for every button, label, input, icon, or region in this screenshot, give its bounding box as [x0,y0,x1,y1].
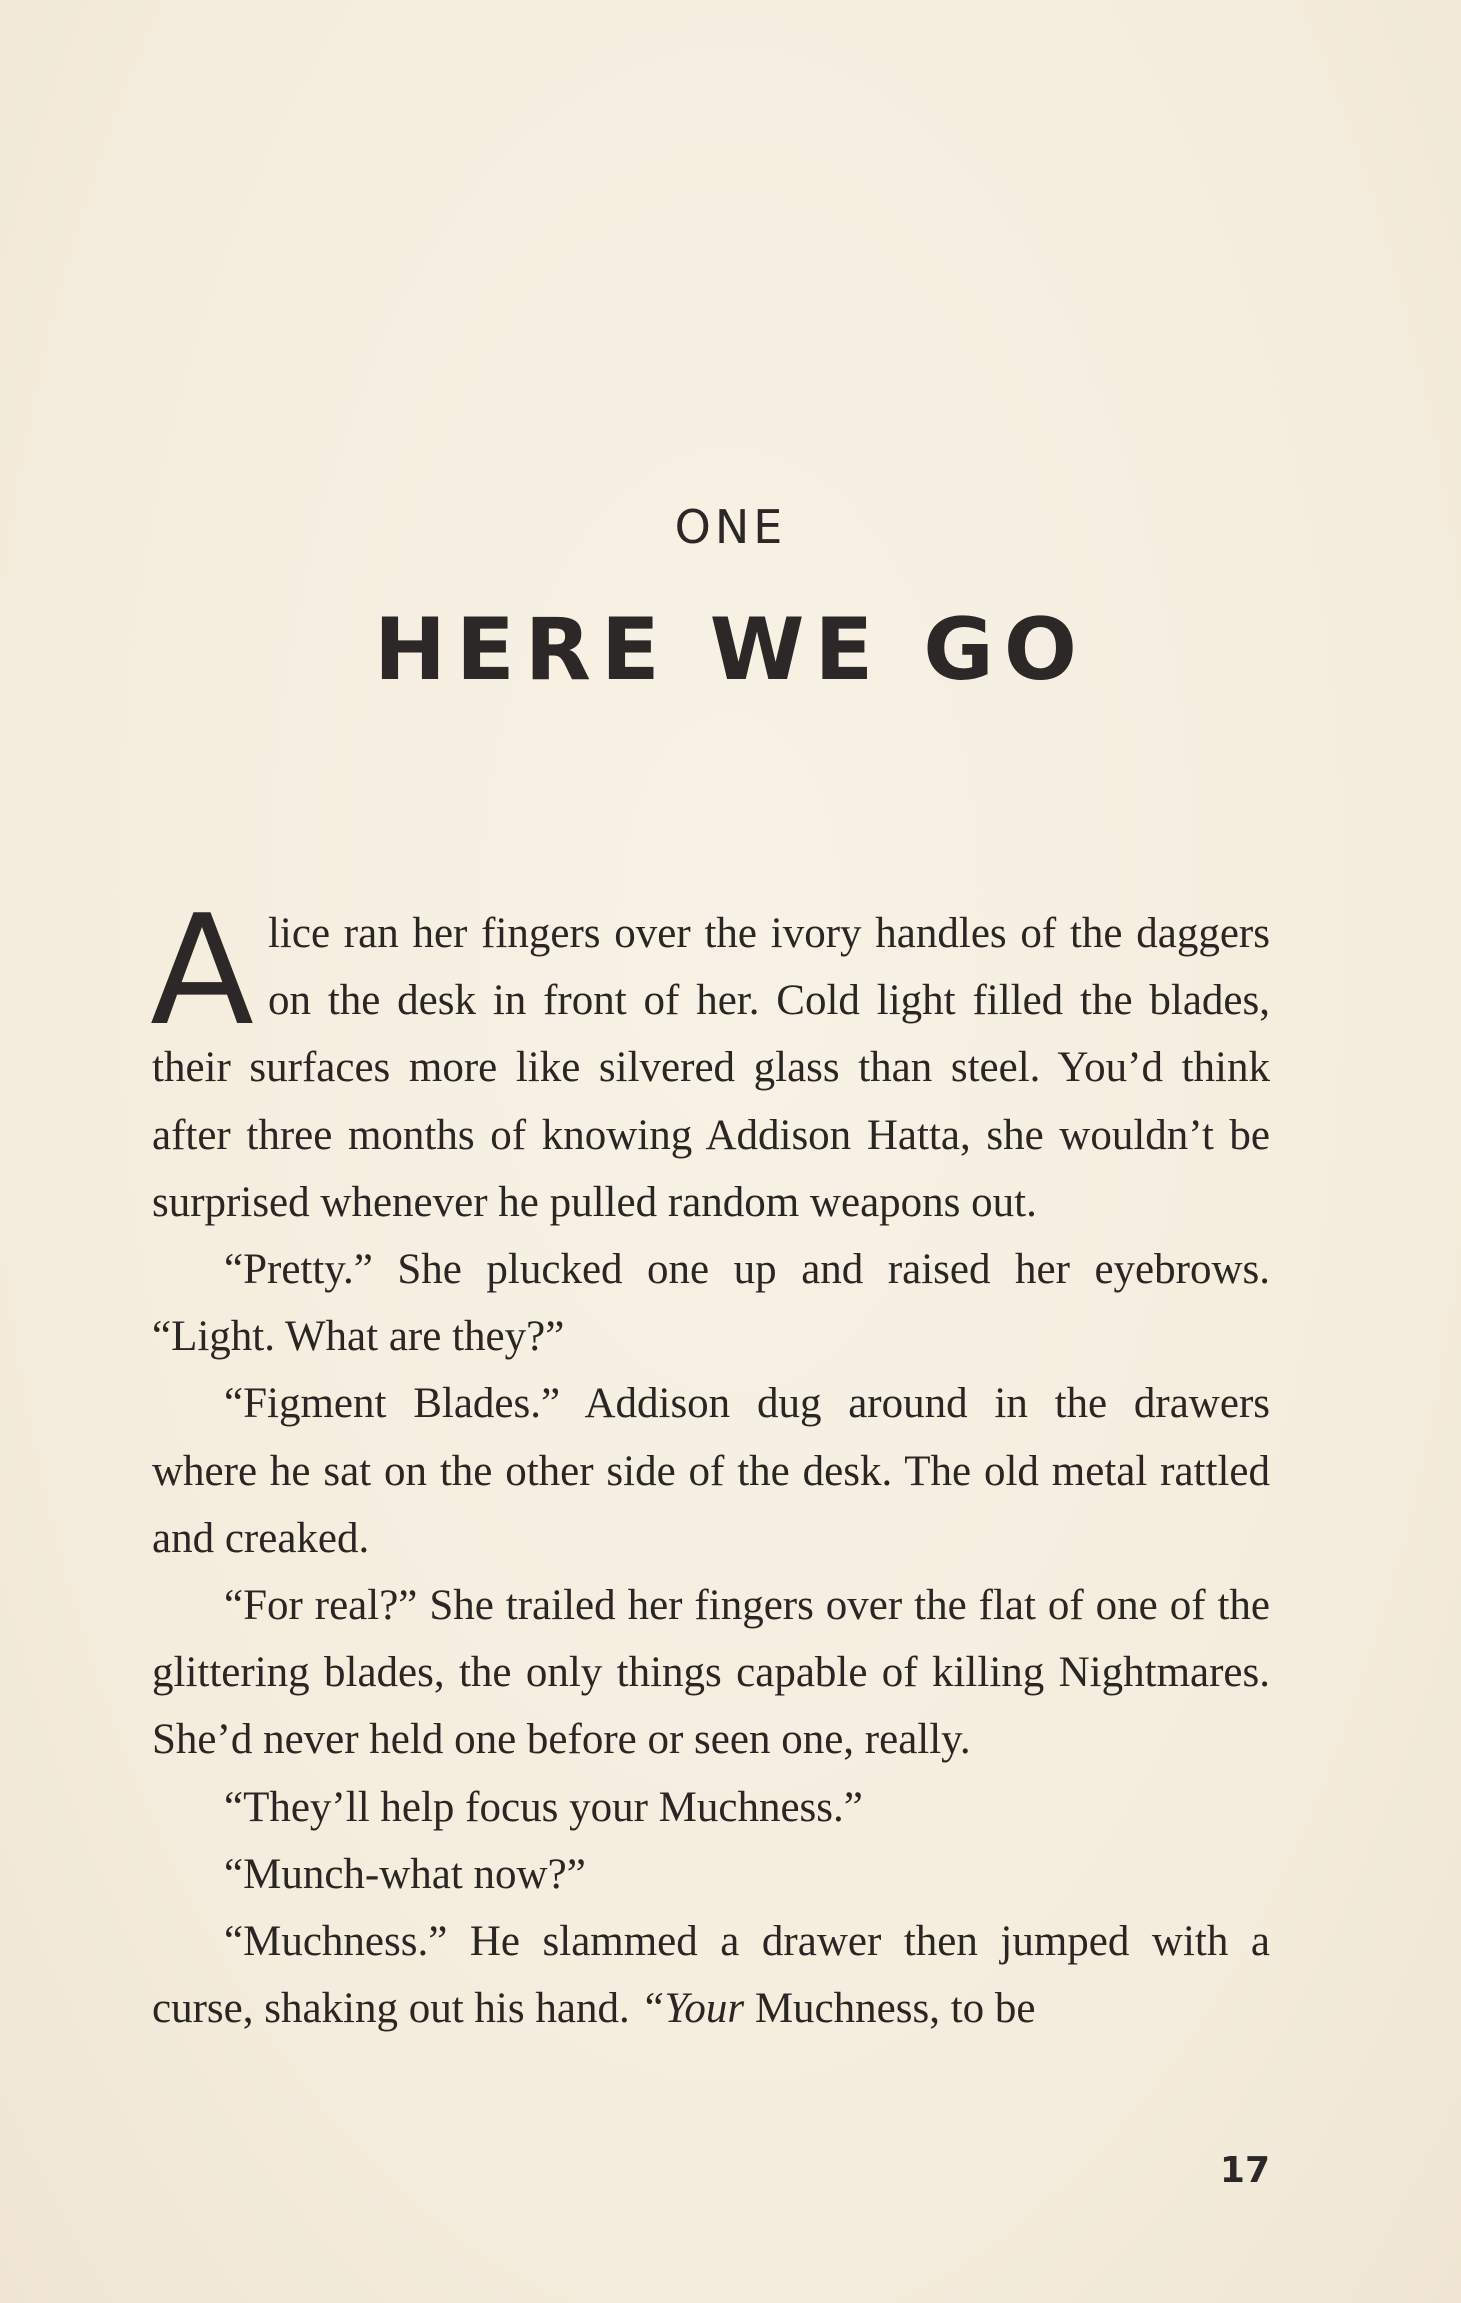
paragraph-text: “Muchness.” He slammed a drawer then jumped with a curse, shaking out his hand. [152,1918,1270,2033]
paragraph: “Pretty.” She plucked one up and raised her eyebrows. “Light. What are they?” [152,1246,1270,1361]
chapter-number: ONE [674,500,787,554]
chapter-title: HERE WE GO [374,600,1087,700]
paragraph: “Munch-what now?” [224,1850,586,1898]
paragraph: “For real?” She trailed her fingers over the flat of one of the glittering blades, the only things capable of killing Nightmares. She’d never held one before or seen one, really. [152,1582,1270,1764]
paragraph [150,882,1270,1236]
paragraph: “Figment Blades.” Addison dug around in the drawers where he sat on the other side of the desk. The old metal rattled and creaked. [152,1380,1270,1562]
paragraph-text: Muchness, to be [744,1985,1036,2033]
paragraph-text: lice ran her fingers over the ivory handles of the daggers on the desk in front of her. Cold light filled the blades, their surfaces more like silvered glass than steel. You’d think after three months of knowing Addison Hatta, she wouldn’t be surprised whenever he pulled random weapons out. [152,910,1270,1226]
paragraph [152,1908,1270,2042]
body-text [150,882,1270,2042]
drop-cap: A [150,882,254,1059]
page-number: 17 [1219,2150,1270,2191]
emphasis-text: “Your [640,1985,745,2033]
paragraph: “They’ll help focus your Muchness.” [224,1783,863,1831]
